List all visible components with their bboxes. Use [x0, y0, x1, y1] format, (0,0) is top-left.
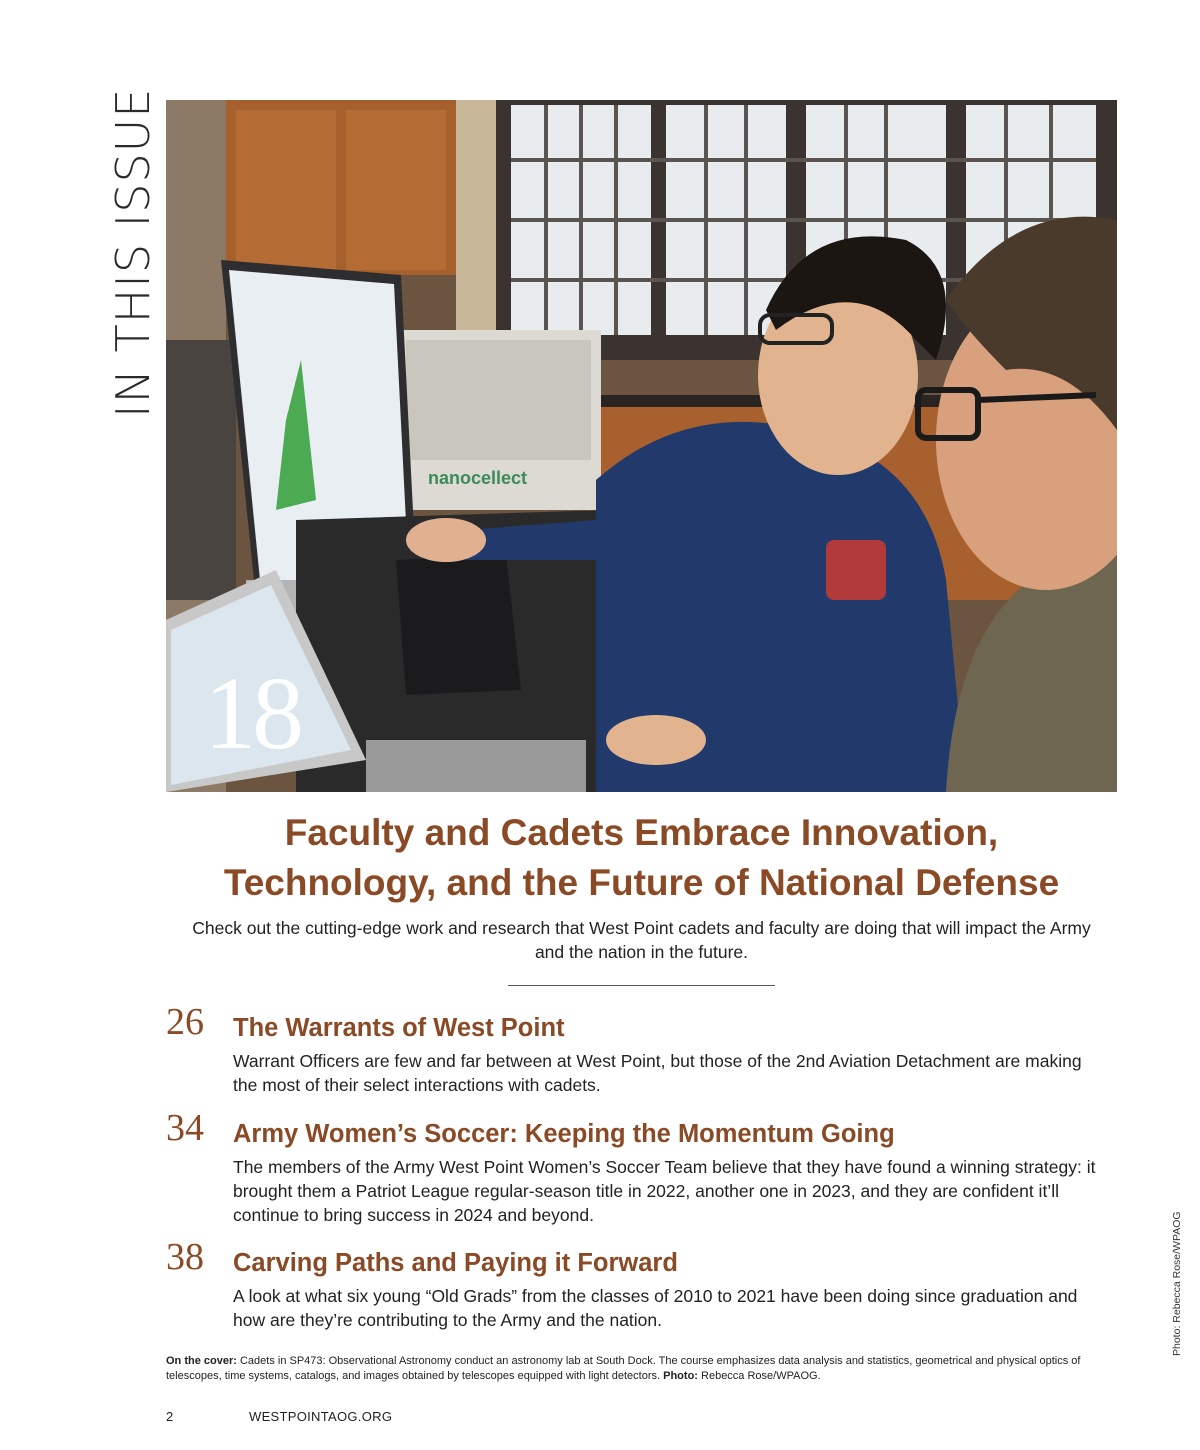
toc-page-number: 38 — [166, 1236, 204, 1278]
cover-photo-credit: Rebecca Rose/WPAOG. — [697, 1370, 821, 1382]
toc-title: Army Women’s Soccer: Keeping the Momentum Going — [233, 1120, 895, 1148]
hero-illustration — [166, 100, 1117, 792]
feature-page-number: 18 — [204, 656, 300, 771]
screen-brand: nanocellect — [428, 468, 528, 488]
toc-page-number: 26 — [166, 1001, 204, 1043]
feature-title-line-2: Technology, and the Future of National Defense — [223, 862, 1060, 903]
footer-website[interactable]: WESTPOINTAOG.ORG — [249, 1409, 393, 1424]
toc-description: Warrant Officers are few and far between at West Point, but those of the 2nd Aviation Detachment are making the most of their select interactions with cadets. — [233, 1051, 1082, 1095]
toc-title: The Warrants of West Point — [233, 1014, 565, 1042]
toc-description: A look at what six young “Old Grads” from the classes of 2010 to 2021 have been doing since graduation and how are they’re contributing to the Army and the nation. — [233, 1286, 1078, 1330]
photo-credit-text: Photo: Rebecca Rose/WPAOG — [1171, 1211, 1183, 1356]
section-heading — [106, 87, 160, 418]
cover-note-label: On the cover: — [166, 1355, 237, 1367]
photo-credit — [1168, 1211, 1186, 1356]
feature-title[interactable] — [166, 808, 1117, 908]
toc-description: The members of the Army West Point Women’s Soccer Team believe that they have found a winning strategy: it brought them a Patriot League regular-season title in 2022, another one in 2023, and they are confident it’ll continue to bring success in 2024 and beyond. — [233, 1157, 1096, 1225]
section-heading-text: IN THIS ISSUE — [106, 87, 160, 418]
footer-page-number: 2 — [166, 1409, 174, 1424]
cover-note-text: Cadets in SP473: Observational Astronomy conduct an astronomy lab at South Dock. The course emphasizes data analysis and statistics, geometrical and physical optics of telescopes, time systems, catalogs, and images obtained by telescopes equipped with light detectors. — [166, 1355, 1081, 1382]
feature-title-line-1: Faculty and Cadets Embrace Innovation, — [284, 812, 999, 853]
cover-photo-label: Photo: — [663, 1370, 698, 1382]
toc-title: Carving Paths and Paying it Forward — [233, 1249, 678, 1277]
cover-note — [166, 1354, 1106, 1384]
feature-description: Check out the cutting-edge work and research that West Point cadets and faculty are doing that will impact the Army and the nation in the future. — [192, 918, 1091, 962]
hero-photo — [166, 100, 1117, 792]
section-divider — [508, 985, 775, 986]
toc-page-number: 34 — [166, 1107, 204, 1149]
